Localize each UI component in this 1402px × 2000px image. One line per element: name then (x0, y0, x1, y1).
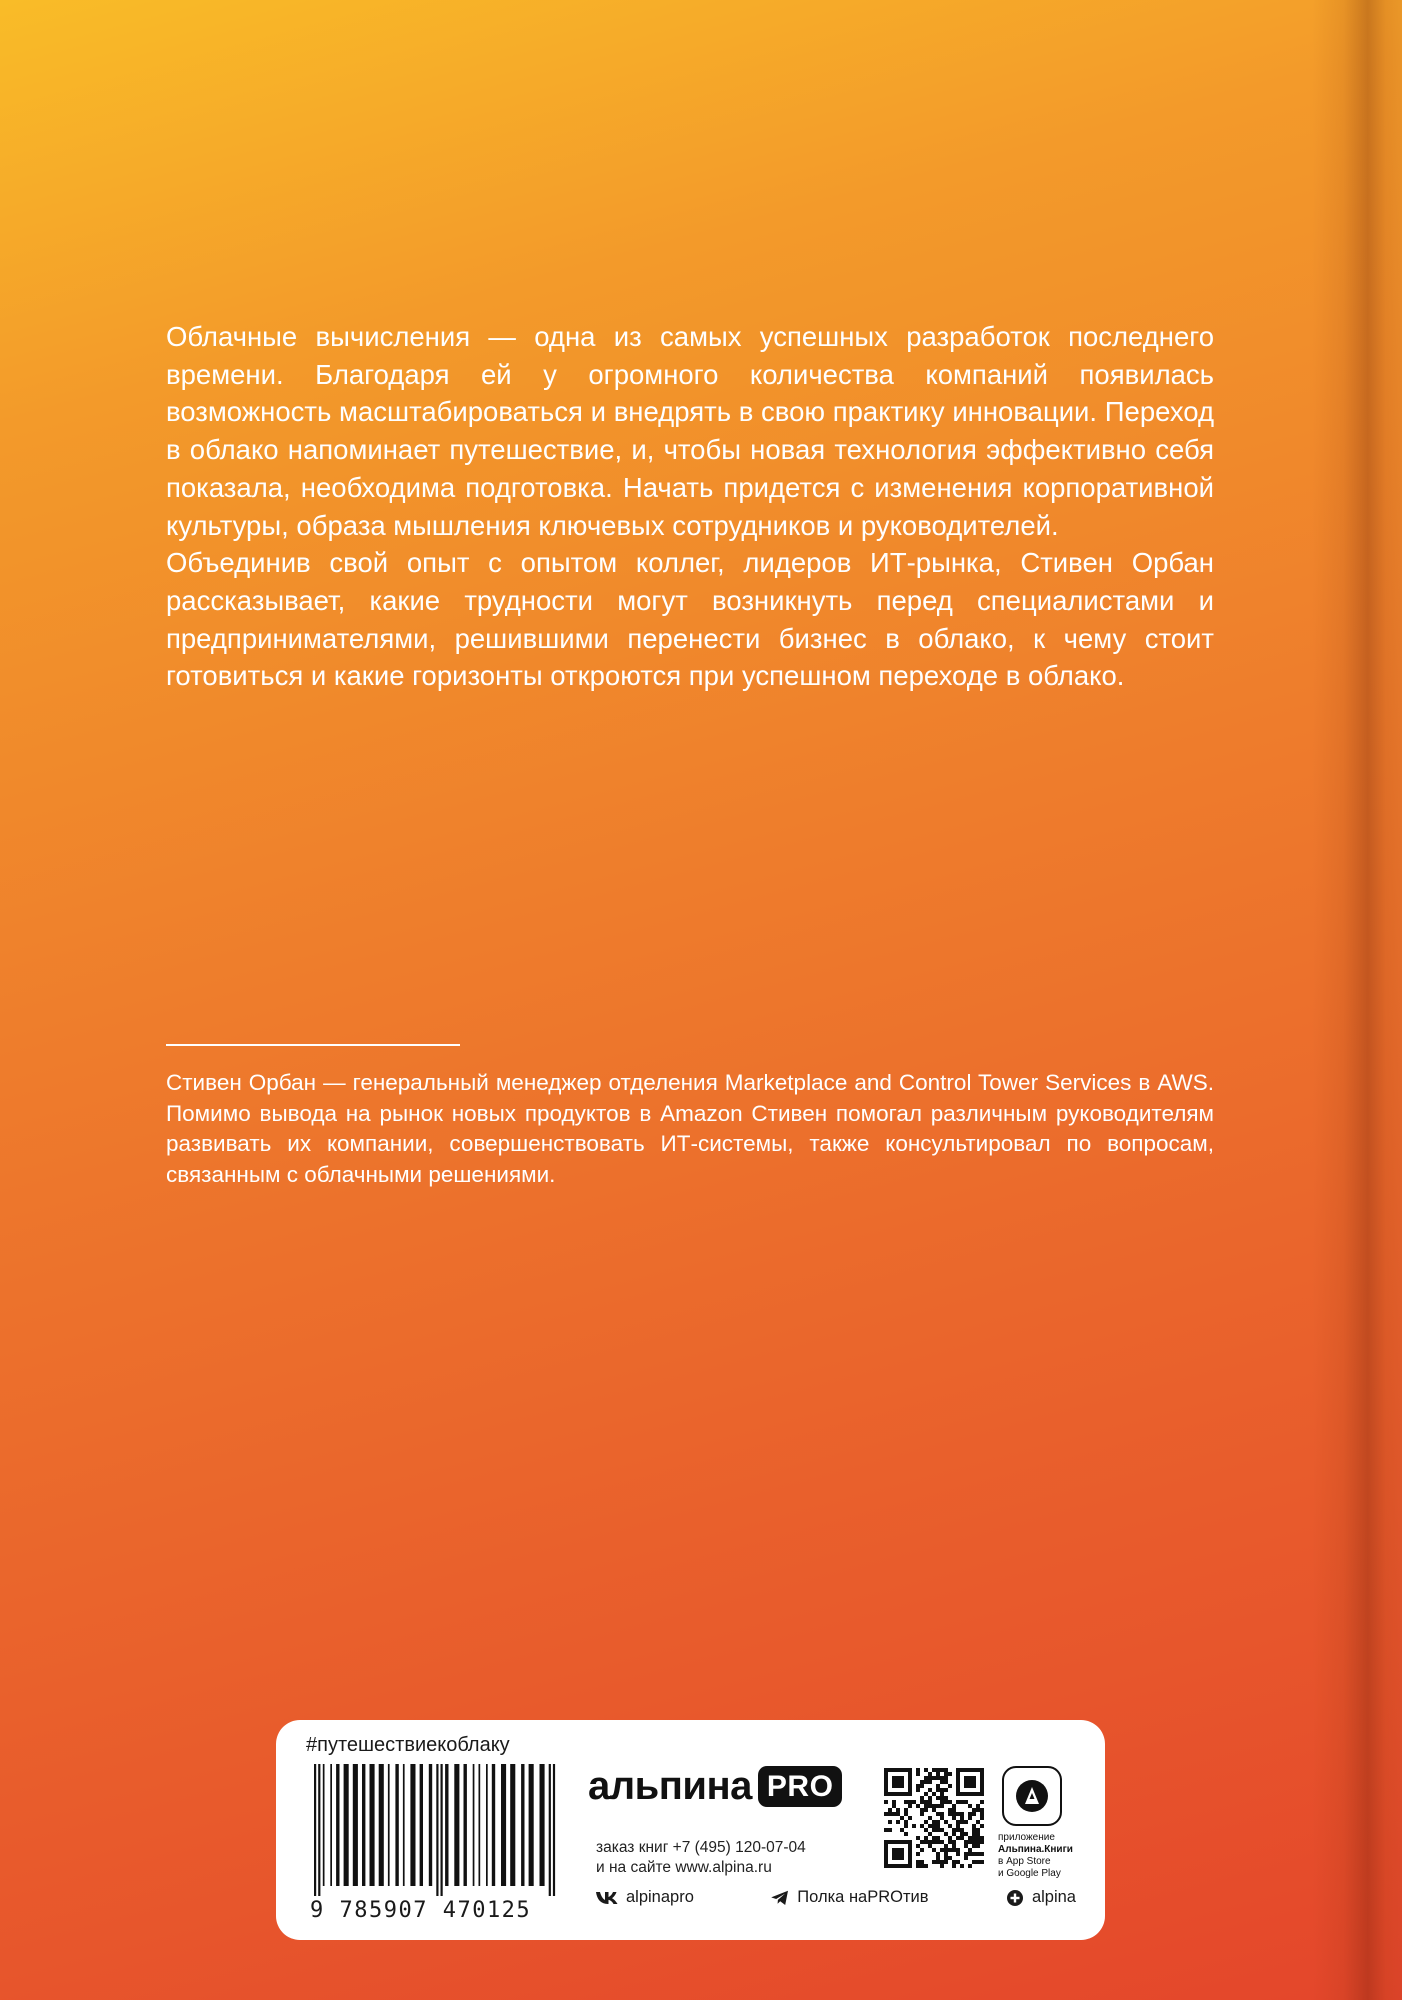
qr-module (948, 1856, 952, 1860)
qr-module (888, 1828, 892, 1832)
qr-module (896, 1808, 900, 1812)
qr-module (932, 1828, 936, 1832)
qr-module (940, 1776, 944, 1780)
qr-module (940, 1848, 944, 1852)
qr-module (952, 1864, 956, 1868)
qr-module (916, 1804, 920, 1808)
qr-module (936, 1768, 940, 1772)
app-line-4: и Google Play (998, 1868, 1061, 1879)
qr-module (964, 1800, 968, 1804)
qr-module (924, 1864, 928, 1868)
barcode-bar (388, 1764, 390, 1886)
qr-module (960, 1816, 964, 1820)
qr-module (932, 1808, 936, 1812)
qr-module (896, 1820, 900, 1824)
qr-module (944, 1768, 948, 1772)
social-alpina[interactable] (1006, 1888, 1076, 1907)
qr-module (956, 1812, 960, 1816)
order-phone: заказ книг +7 (495) 120-07-04 (596, 1839, 806, 1856)
qr-module (924, 1804, 928, 1808)
qr-module (960, 1812, 964, 1816)
qr-module (976, 1844, 980, 1848)
qr-module (920, 1784, 924, 1788)
qr-module (968, 1812, 972, 1816)
qr-module (980, 1836, 984, 1840)
qr-module (924, 1828, 928, 1832)
barcode (310, 1764, 560, 1896)
qr-module (908, 1800, 912, 1804)
vk-icon (596, 1891, 618, 1905)
book-blurb (166, 318, 1214, 695)
barcode-bar (529, 1764, 534, 1886)
qr-module (944, 1844, 948, 1848)
qr-code (884, 1768, 984, 1868)
qr-module (956, 1800, 960, 1804)
qr-module (916, 1852, 920, 1856)
qr-module (944, 1780, 948, 1784)
barcode-bar (486, 1764, 488, 1886)
social-alpina-label: alpina (1031, 1888, 1076, 1906)
qr-module (956, 1852, 960, 1856)
qr-module (936, 1820, 940, 1824)
qr-module (888, 1812, 892, 1816)
qr-module (940, 1828, 944, 1832)
qr-module (964, 1820, 968, 1824)
qr-module (980, 1808, 984, 1812)
qr-module (952, 1832, 956, 1836)
qr-module (968, 1840, 972, 1844)
qr-module (924, 1808, 928, 1812)
qr-module (976, 1828, 980, 1832)
qr-module (936, 1852, 940, 1856)
qr-module (928, 1772, 932, 1776)
qr-module (936, 1860, 940, 1864)
qr-module (960, 1832, 964, 1836)
qr-module (952, 1840, 956, 1844)
qr-module (928, 1776, 932, 1780)
barcode-bar (464, 1764, 467, 1886)
barcode-bar (521, 1764, 524, 1886)
qr-module (904, 1812, 908, 1816)
qr-module (916, 1860, 920, 1864)
telegram-icon (771, 1890, 789, 1906)
qr-module (968, 1848, 972, 1852)
qr-module (928, 1780, 932, 1784)
qr-module (940, 1788, 944, 1792)
qr-module (968, 1804, 972, 1808)
qr-module (952, 1804, 956, 1808)
qr-module (968, 1864, 972, 1868)
qr-module (956, 1848, 960, 1852)
app-line-2: Альпина.Книги (998, 1844, 1073, 1855)
qr-module (932, 1776, 936, 1780)
qr-module (928, 1840, 932, 1844)
qr-module (964, 1856, 968, 1860)
logo-pro-badge: PRO (758, 1766, 843, 1807)
qr-module (884, 1812, 888, 1816)
qr-module (920, 1808, 924, 1812)
barcode-bar (445, 1764, 448, 1886)
qr-module (976, 1860, 980, 1864)
qr-module (980, 1812, 984, 1816)
app-promo (994, 1766, 1074, 1880)
barcode-bar (540, 1764, 545, 1886)
barcode-bar (429, 1764, 432, 1886)
social-links (596, 1888, 1076, 1907)
qr-module (952, 1844, 956, 1848)
qr-module (948, 1812, 952, 1816)
qr-module (892, 1800, 896, 1804)
qr-module (972, 1844, 976, 1848)
qr-module (920, 1780, 924, 1784)
alpina-app-logo-icon (1013, 1777, 1051, 1815)
qr-module (932, 1848, 936, 1852)
barcode-bar (473, 1764, 475, 1886)
qr-finder (892, 1848, 904, 1860)
qr-module (900, 1828, 904, 1832)
qr-module (976, 1832, 980, 1836)
qr-module (972, 1828, 976, 1832)
barcode-bar (441, 1764, 443, 1896)
qr-module (980, 1860, 984, 1864)
app-promo-text (994, 1832, 1074, 1880)
qr-module (932, 1820, 936, 1824)
qr-module (948, 1800, 952, 1804)
qr-module (928, 1844, 932, 1848)
qr-module (964, 1832, 968, 1836)
qr-module (916, 1788, 920, 1792)
qr-module (928, 1824, 932, 1828)
qr-module (932, 1804, 936, 1808)
qr-module (920, 1840, 924, 1844)
publisher-panel (276, 1720, 1105, 1940)
app-icon (1002, 1766, 1062, 1826)
barcode-bar (362, 1764, 365, 1886)
qr-module (920, 1848, 924, 1852)
qr-module (936, 1828, 940, 1832)
qr-module (968, 1816, 972, 1820)
barcode-bar (370, 1764, 375, 1886)
qr-module (924, 1776, 928, 1780)
qr-module (944, 1788, 948, 1792)
qr-module (924, 1800, 928, 1804)
qr-module (936, 1784, 940, 1788)
qr-module (972, 1812, 976, 1816)
qr-module (940, 1864, 944, 1868)
qr-module (920, 1812, 924, 1816)
qr-module (952, 1860, 956, 1864)
qr-module (980, 1816, 984, 1820)
qr-module (948, 1840, 952, 1844)
qr-module (936, 1804, 940, 1808)
qr-module (960, 1800, 964, 1804)
qr-module (928, 1816, 932, 1820)
qr-module (884, 1828, 888, 1832)
qr-module (972, 1836, 976, 1840)
qr-module (944, 1776, 948, 1780)
qr-module (956, 1820, 960, 1824)
social-telegram-label: Полка наPROтив (797, 1888, 929, 1906)
qr-module (928, 1832, 932, 1836)
qr-module (928, 1788, 932, 1792)
qr-module (976, 1820, 980, 1824)
qr-module (948, 1848, 952, 1852)
qr-module (940, 1840, 944, 1844)
qr-module (956, 1860, 960, 1864)
qr-module (924, 1836, 928, 1840)
barcode-bar (479, 1764, 481, 1886)
qr-module (940, 1780, 944, 1784)
qr-module (940, 1860, 944, 1864)
qr-module (892, 1812, 896, 1816)
qr-module (916, 1844, 920, 1848)
qr-module (960, 1836, 964, 1840)
qr-module (956, 1824, 960, 1828)
barcode-bar (353, 1764, 358, 1886)
qr-module (932, 1860, 936, 1864)
qr-finder (892, 1776, 904, 1788)
isbn-number: 9 785907 470125 (310, 1898, 532, 1923)
barcode-bar (330, 1764, 332, 1886)
qr-module (936, 1788, 940, 1792)
qr-module (944, 1832, 948, 1836)
qr-module (888, 1820, 892, 1824)
qr-module (936, 1824, 940, 1828)
qr-module (972, 1840, 976, 1844)
qr-module (944, 1796, 948, 1800)
qr-module (892, 1804, 896, 1808)
qr-module (916, 1864, 920, 1868)
qr-module (924, 1768, 928, 1772)
qr-module (980, 1800, 984, 1804)
qr-module (956, 1836, 960, 1840)
qr-module (936, 1856, 940, 1860)
barcode-bar (323, 1764, 325, 1886)
blurb-paragraph-1: Облачные вычисления — одна из самых успешных разработок последнего времени. Благодаря ей у огромного количества компаний появилась возможность масштабироваться и внедрять в свою практику инновации. Переход в облако напоминает путешествие, и, чтобы новая технология эффективно себя показала, необходима подготовка. Начать придется с изменения корпоративной культуры, образа мышления ключевых сотрудников и руководителей. (166, 321, 1214, 541)
qr-module (924, 1780, 928, 1784)
qr-module (904, 1808, 908, 1812)
qr-module (888, 1808, 892, 1812)
qr-module (896, 1812, 900, 1816)
qr-module (916, 1768, 920, 1772)
qr-module (944, 1800, 948, 1804)
social-vk[interactable] (596, 1888, 694, 1907)
qr-module (972, 1860, 976, 1864)
author-bio-text: Стивен Орбан — генеральный менеджер отделения Marketplace and Control Tower Services в AWS. Помимо вывода на рынок новых продуктов в Amazon Стивен помогал различным руководителям развивать их компании, совершенствовать ИТ-системы, также консультировал по вопросам, связанным с облачными решениями. (166, 1070, 1214, 1187)
qr-module (940, 1804, 944, 1808)
qr-module (900, 1816, 904, 1820)
barcode-bar (492, 1764, 495, 1886)
qr-module (940, 1800, 944, 1804)
qr-module (936, 1840, 940, 1844)
barcode-bar (336, 1764, 339, 1886)
qr-module (908, 1804, 912, 1808)
barcode-bar (454, 1764, 459, 1886)
qr-module (972, 1808, 976, 1812)
barcode-bar (318, 1764, 320, 1896)
qr-module (976, 1804, 980, 1808)
barcode-bar (403, 1764, 405, 1886)
qr-module (936, 1772, 940, 1776)
logo-wordmark: альпина (588, 1764, 752, 1808)
qr-module (948, 1836, 952, 1840)
qr-module (960, 1864, 964, 1868)
qr-module (976, 1836, 980, 1840)
qr-module (948, 1772, 952, 1776)
blurb-paragraph-2: Объединив свой опыт с опытом коллег, лидеров ИТ-рынка, Стивен Орбан рассказывает, какие трудности могут возникнуть перед специалистами и предпринимателями, решившими перенести бизнес в облако, к чему стоит готовиться и какие горизонты откроются при успешном переходе в облако. (166, 547, 1214, 692)
qr-module (976, 1840, 980, 1844)
hashtag: #путешествиекоблаку (306, 1734, 510, 1756)
barcode-bar (501, 1764, 506, 1886)
qr-module (932, 1792, 936, 1796)
qr-module (944, 1772, 948, 1776)
qr-module (940, 1816, 944, 1820)
qr-module (940, 1812, 944, 1816)
qr-module (904, 1832, 908, 1836)
qr-module (932, 1836, 936, 1840)
qr-module (884, 1800, 888, 1804)
barcode-bar (314, 1764, 316, 1896)
qr-module (932, 1840, 936, 1844)
social-vk-label: alpinapro (626, 1888, 694, 1906)
qr-module (952, 1848, 956, 1852)
barcode-bar (379, 1764, 384, 1886)
qr-module (932, 1824, 936, 1828)
barcode-bar (553, 1764, 555, 1896)
qr-module (908, 1816, 912, 1820)
qr-module (964, 1844, 968, 1848)
barcode-bar (344, 1764, 349, 1886)
qr-module (944, 1856, 948, 1860)
order-info (596, 1838, 806, 1878)
qr-module (936, 1796, 940, 1800)
app-line-1: приложение (998, 1832, 1055, 1843)
qr-module (932, 1768, 936, 1772)
qr-module (920, 1800, 924, 1804)
alpina-plus-icon (1006, 1889, 1024, 1907)
qr-module (924, 1820, 928, 1824)
qr-module (936, 1812, 940, 1816)
qr-module (904, 1824, 908, 1828)
qr-module (952, 1808, 956, 1812)
qr-module (912, 1824, 916, 1828)
qr-module (916, 1836, 920, 1840)
qr-module (944, 1852, 948, 1856)
qr-module (972, 1824, 976, 1828)
barcode-bar (395, 1764, 398, 1886)
divider-line (166, 1044, 460, 1046)
qr-module (920, 1796, 924, 1800)
barcode-bar (510, 1764, 515, 1886)
qr-module (972, 1852, 976, 1856)
qr-module (916, 1784, 920, 1788)
qr-module (960, 1820, 964, 1824)
qr-module (976, 1852, 980, 1856)
publisher-logo (588, 1764, 842, 1809)
app-line-3: в App Store (998, 1856, 1051, 1867)
qr-module (940, 1792, 944, 1796)
qr-module (964, 1840, 968, 1844)
barcode-bar (420, 1764, 423, 1886)
qr-module (972, 1832, 976, 1836)
qr-module (980, 1840, 984, 1844)
qr-module (920, 1864, 924, 1868)
qr-module (964, 1852, 968, 1856)
qr-module (920, 1860, 924, 1864)
qr-module (928, 1800, 932, 1804)
barcode-bar (436, 1764, 438, 1896)
qr-finder (964, 1776, 976, 1788)
spine-shadow (1312, 0, 1402, 2000)
qr-module (948, 1824, 952, 1828)
qr-module (904, 1820, 908, 1824)
qr-module (920, 1824, 924, 1828)
qr-module (952, 1812, 956, 1816)
qr-module (980, 1824, 984, 1828)
qr-module (924, 1792, 928, 1796)
qr-module (948, 1808, 952, 1812)
qr-module (956, 1828, 960, 1832)
qr-module (968, 1836, 972, 1840)
qr-module (948, 1784, 952, 1788)
qr-module (944, 1860, 948, 1864)
qr-module (940, 1796, 944, 1800)
qr-module (952, 1828, 956, 1832)
qr-module (928, 1804, 932, 1808)
qr-module (968, 1852, 972, 1856)
qr-module (936, 1776, 940, 1780)
qr-module (924, 1840, 928, 1844)
order-website: и на сайте www.alpina.ru (596, 1859, 772, 1876)
qr-module (916, 1772, 920, 1776)
qr-module (928, 1796, 932, 1800)
qr-module (976, 1808, 980, 1812)
qr-module (944, 1848, 948, 1852)
qr-module (952, 1816, 956, 1820)
qr-module (960, 1828, 964, 1832)
qr-module (936, 1836, 940, 1840)
qr-module (912, 1800, 916, 1804)
qr-module (980, 1852, 984, 1856)
social-telegram[interactable] (771, 1888, 928, 1907)
barcode-bar (549, 1764, 551, 1896)
qr-module (904, 1800, 908, 1804)
barcode-bar (410, 1764, 415, 1886)
qr-module (940, 1768, 944, 1772)
author-bio (166, 1068, 1214, 1190)
qr-module (944, 1820, 948, 1824)
